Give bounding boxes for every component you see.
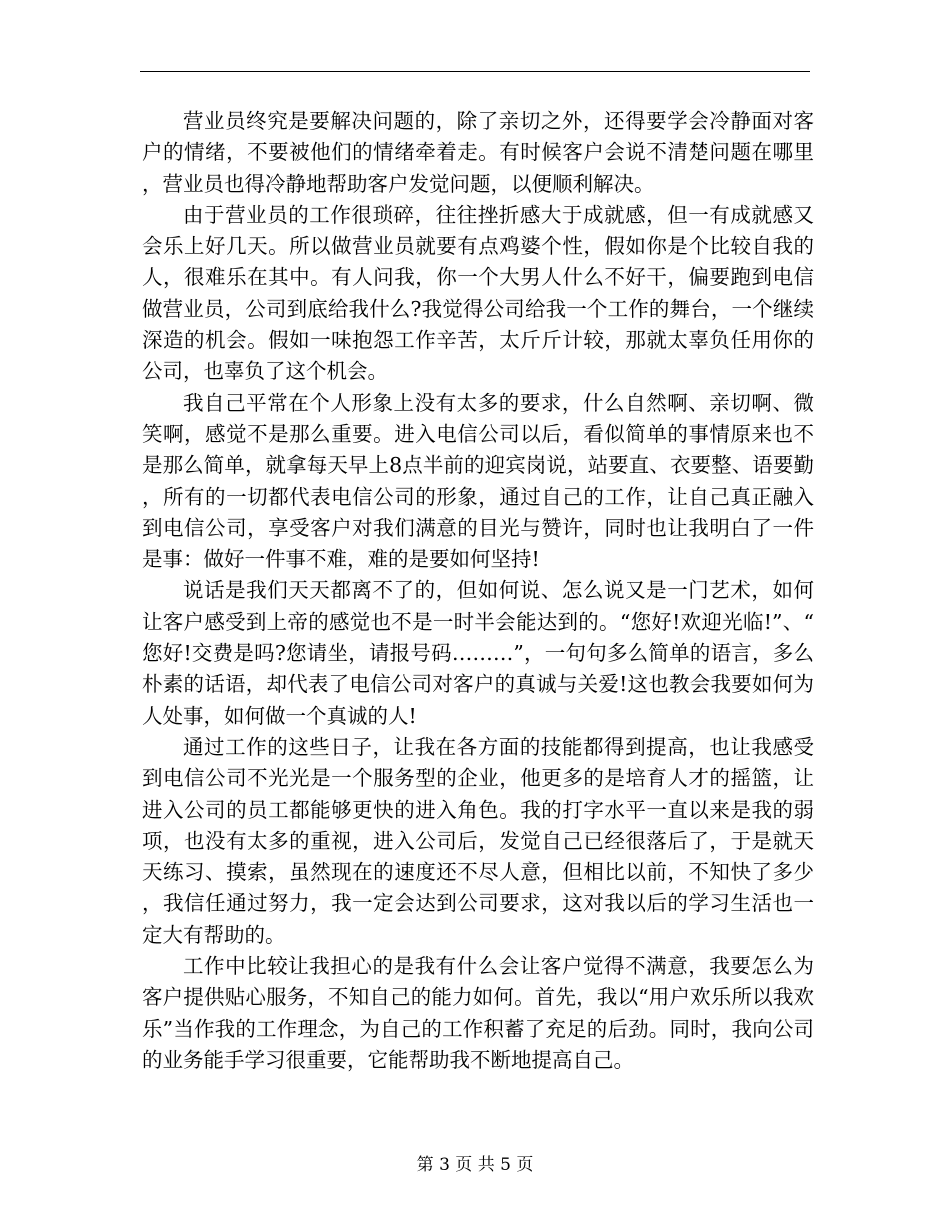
paragraph-5: 通过工作的这些日子，让我在各方面的技能都得到提高，也让我感受到电信公司不光光是一个服务型的企业，他更多的是培育人才的摇篮，让进入公司的员工都能够更快的进入角色。我的打字水平一直以来是我的弱项，也没有太多的重视，进入公司后，发觉自己已经很落后了，于是就天天练习、摸索，虽然现在的速度还不尽人意，但相比以前，不知快了多少，我信任通过努力，我一定会达到公司要求，这对我以后的学习生活也一定大有帮助的。	[142, 734, 814, 947]
paragraph-3: 我自己平常在个人形象上没有太多的要求，什么自然啊、亲切啊、微笑啊，感觉不是那么重要。进入电信公司以后，看似简单的事情原来也不是那么简单，就拿每天早上8点半前的迎宾岗说，站要直、衣要整、语要勤，所有的一切都代表电信公司的形象，通过自己的工作，让自己真正融入到电信公司，享受客户对我们满意的目光与赞许，同时也让我明白了一件是事：做好一件事不难，难的是要如何坚持!	[142, 390, 814, 572]
paragraph-2: 由于营业员的工作很琐碎，往往挫折感大于成就感，但一有成就感又会乐上好几天。所以做营业员就要有点鸡婆个性，假如你是个比较自我的人，很难乐在其中。有人问我，你一个大男人什么不好干，偏要跑到电信做营业员，公司到底给我什么?我觉得公司给我一个工作的舞台，一个继续深造的机会。假如一味抱怨工作辛苦，太斤斤计较，那就太辜负任用你的公司，也辜负了这个机会。	[142, 202, 814, 384]
header-rule	[140, 71, 810, 72]
document-body	[142, 106, 814, 1076]
paragraph-1: 营业员终究是要解决问题的，除了亲切之外，还得要学会冷静面对客户的情绪，不要被他们的情绪牵着走。有时候客户会说不清楚问题在哪里，营业员也得冷静地帮助客户发觉问题，以便顺利解决。	[142, 109, 814, 196]
paragraph-4: 说话是我们天天都离不了的，但如何说、怎么说又是一门艺术，如何让客户感受到上帝的感觉也不是一时半会能达到的。“您好!欢迎光临!”、“您好!交费是吗?您请坐，请报号码………”，一句句多么简单的语言，多么朴素的话语，却代表了电信公司对客户的真诚与关爱!这也教会我要如何为人处事，如何做一个真诚的人!	[142, 578, 814, 728]
paragraph-6: 工作中比较让我担心的是我有什么会让客户觉得不满意，我要怎么为客户提供贴心服务，不知自己的能力如何。首先，我以“用户欢乐所以我欢乐”当作我的工作理念，为自己的工作积蓄了充足的后劲。同时，我向公司的业务能手学习很重要，它能帮助我不断地提高自己。	[142, 954, 814, 1072]
page-number-footer: 第 3 页 共 5 页	[416, 1155, 534, 1175]
